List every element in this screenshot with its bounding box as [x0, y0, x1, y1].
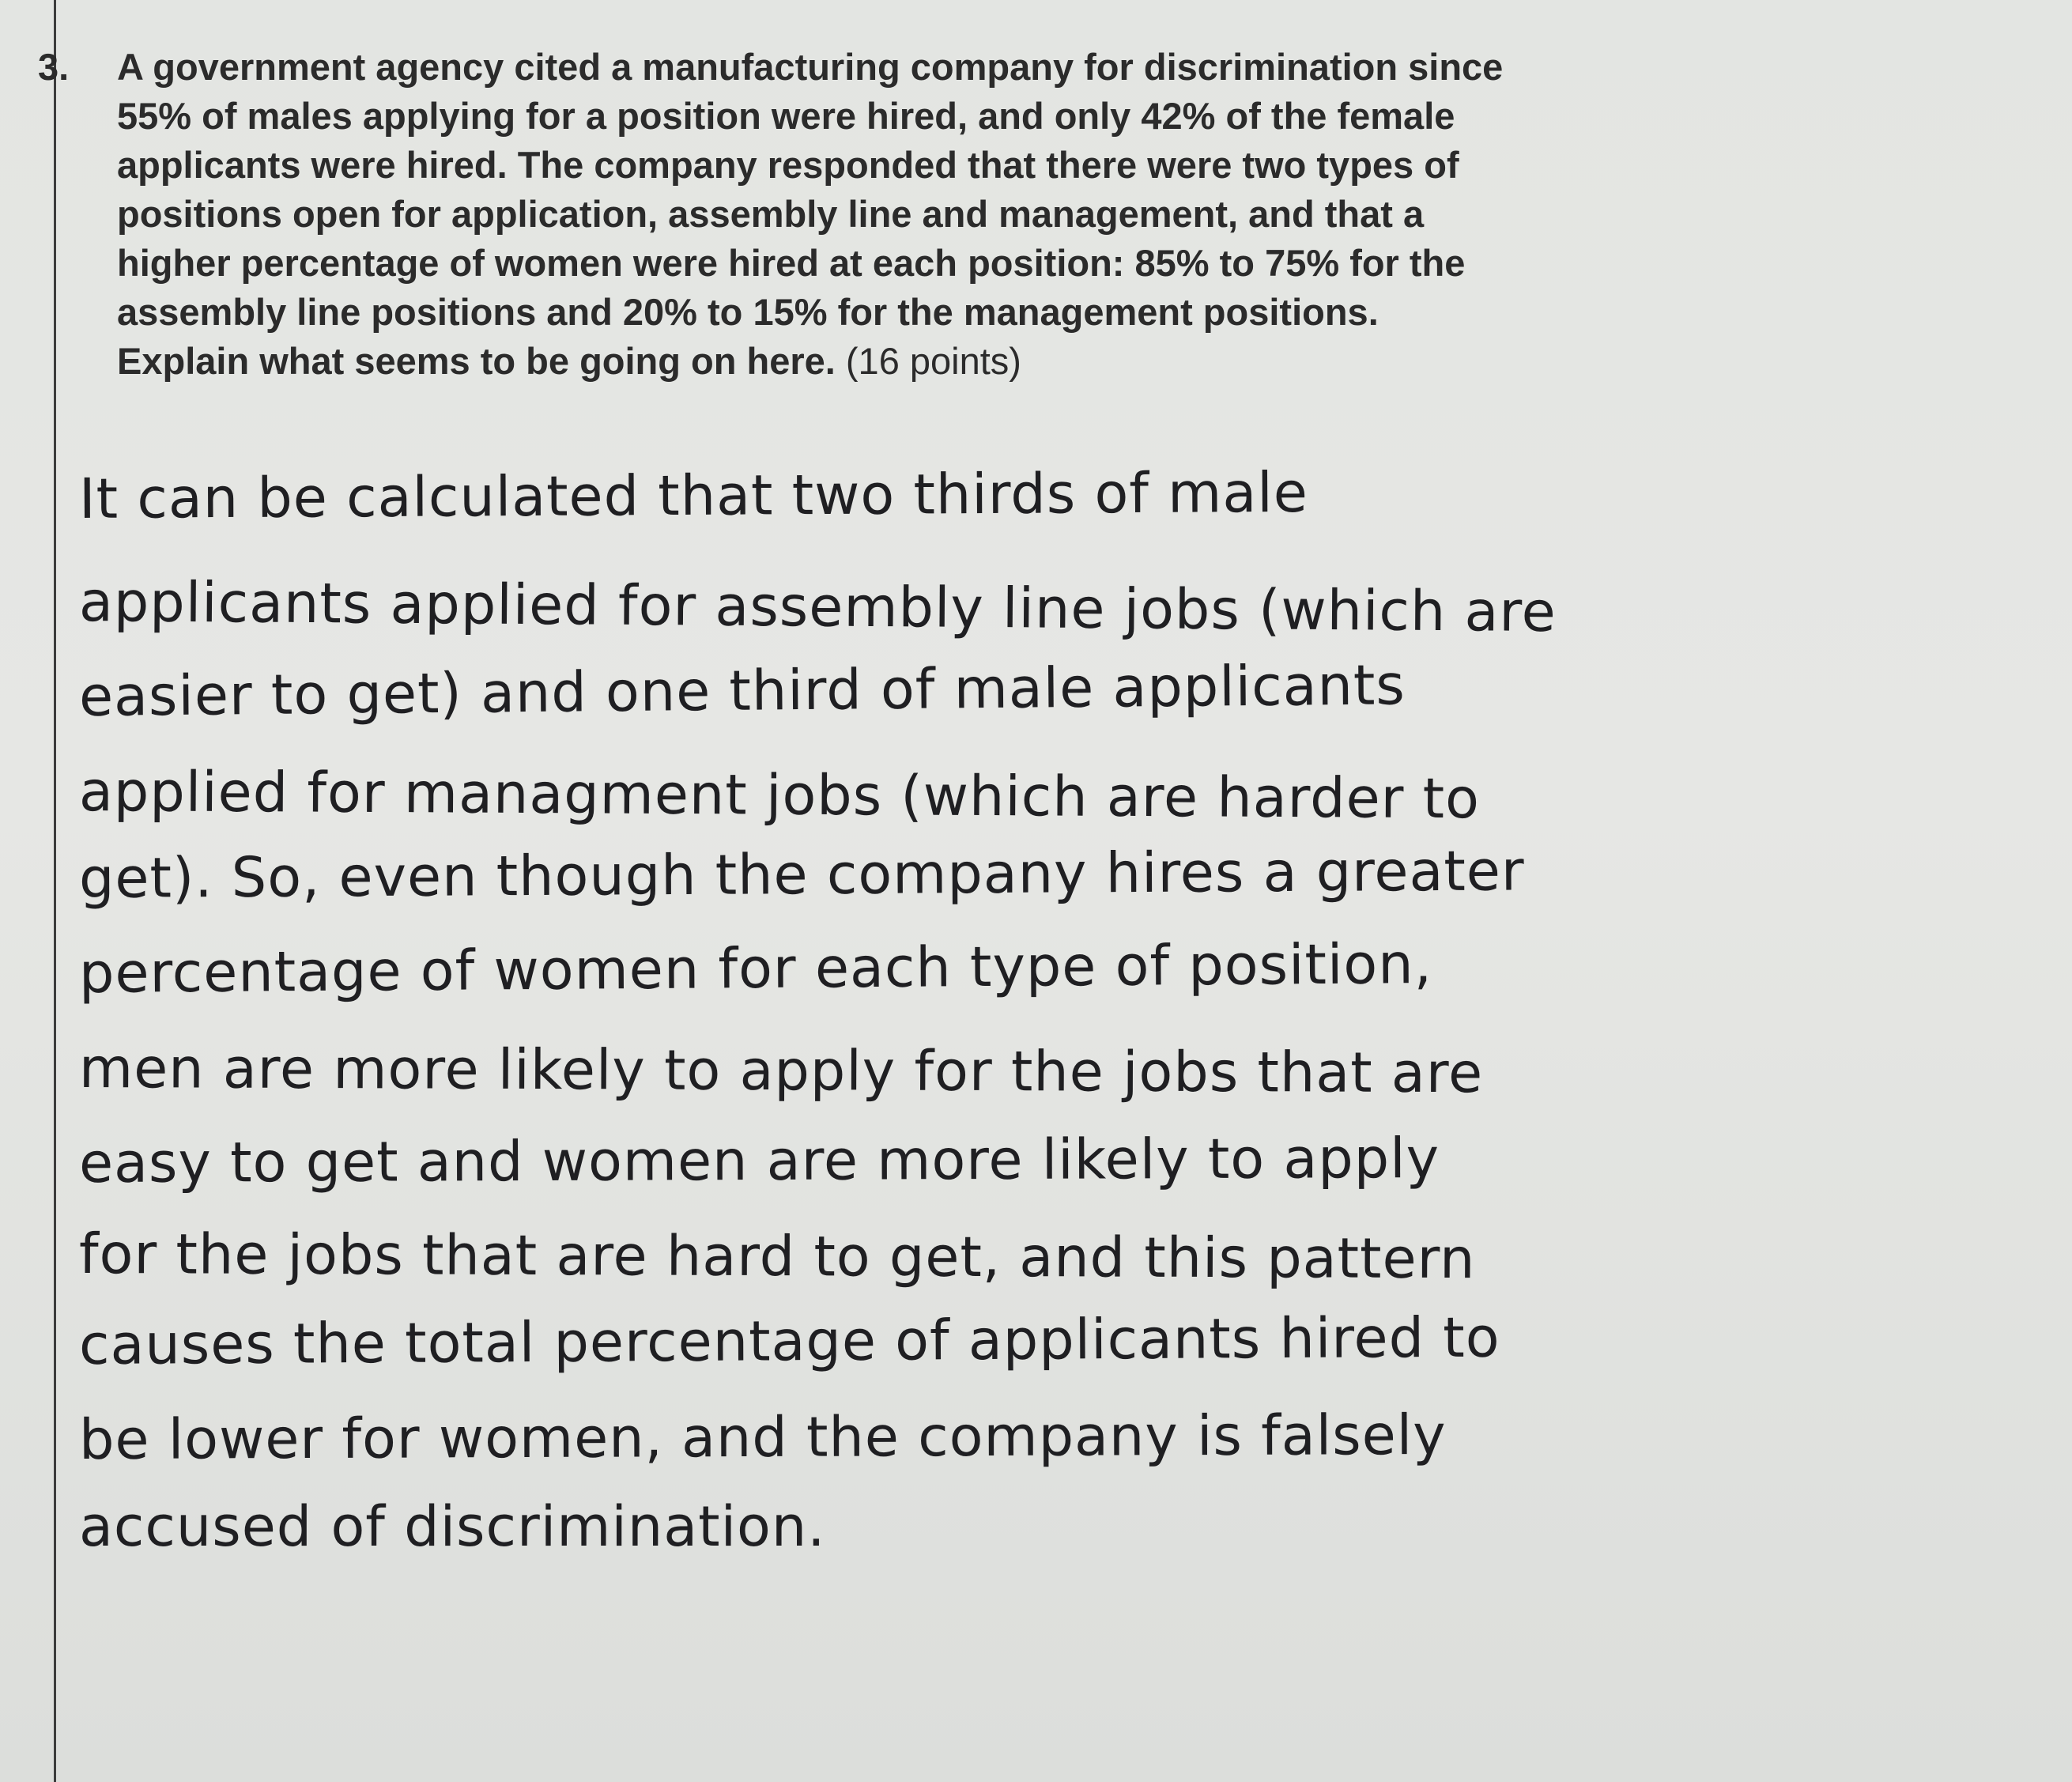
margin-line	[54, 0, 56, 1782]
question-line-last	[117, 337, 2022, 386]
question-line: assembly line positions and 20% to 15% for the management positions.	[117, 291, 1379, 333]
answer-line: be lower for women, and the company is falsely	[78, 1402, 1447, 1472]
question-line: applicants were hired. The company responded that there were two types of	[117, 144, 1459, 186]
question-line: higher percentage of women were hired at each position: 85% to 75% for the	[117, 242, 1466, 284]
answer-line: for the jobs that are hard to get, and this pattern	[78, 1221, 1476, 1292]
answer-line: causes the total percentage of applicants hired to	[78, 1304, 1500, 1377]
question-block	[38, 43, 2022, 386]
question-number: 3.	[38, 46, 70, 88]
answer-line: percentage of women for each type of position,	[78, 931, 1433, 1006]
answer-line: applied for managment jobs (which are harder to	[78, 759, 1481, 832]
answer-line: It can be calculated that two thirds of male	[78, 459, 1308, 531]
answer-line: easy to get and women are more likely to apply	[78, 1125, 1440, 1195]
answer-line: men are more likely to apply for the jobs that are	[78, 1036, 1484, 1106]
question-line: 55% of males applying for a position were hired, and only 42% of the female	[117, 95, 1455, 137]
answer-line: get). So, even though the company hires a greater	[78, 838, 1525, 911]
answer-line: easier to get) and one third of male applicants	[78, 652, 1406, 729]
question-line-text: Explain what seems to be going on here.	[117, 340, 836, 382]
question-line: positions open for application, assembly line and management, and that a	[117, 193, 1425, 235]
question-line: A government agency cited a manufacturing company for discrimination since	[117, 46, 1504, 88]
answer-line: applicants applied for assembly line jobs (which are	[78, 569, 1557, 645]
answer-line: accused of discrimination.	[79, 1494, 826, 1559]
question-points: (16 points)	[835, 340, 1021, 382]
